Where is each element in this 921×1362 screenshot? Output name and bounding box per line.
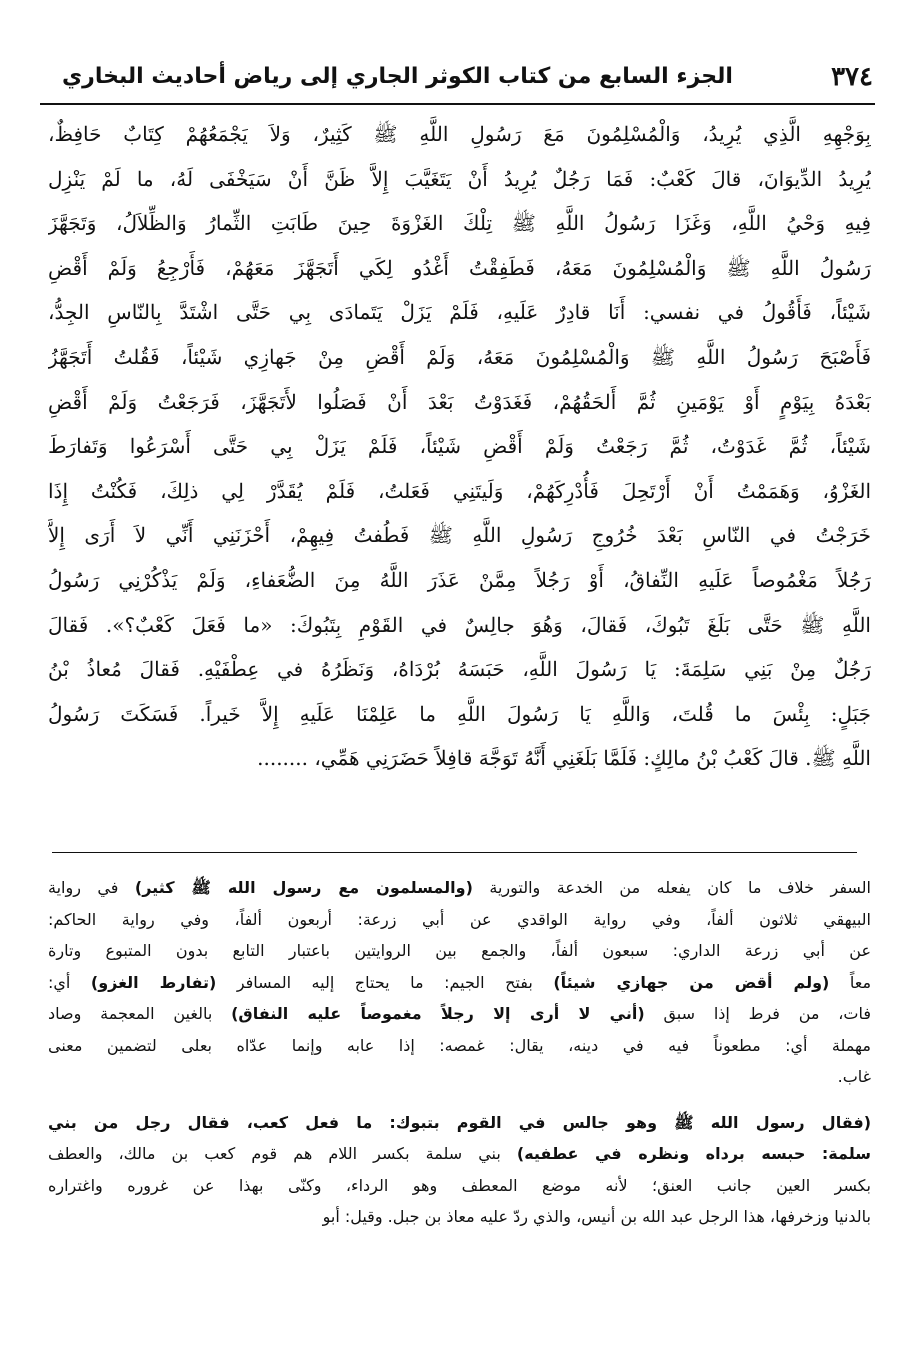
footnote-line — [48, 1170, 871, 1202]
footnote-divider — [52, 852, 857, 853]
footnote-line — [48, 1107, 871, 1139]
page-header — [62, 60, 873, 102]
main-text-line: اللَّهِ ﷺ حَتَّى بَلَغَ تَبُوكَ، فَقالَ، وَهُوَ جالِسٌ في القَوْمِ بِتَبُوكَ: «ما فَعَلَ كَعْبٌ؟». فَقالَ — [48, 612, 871, 637]
footnote-text: البيهقي ثلاثون ألفاً، وفي رواية الواقدي عن أبي زرعة: أربعون ألفاً، وفي رواية الحاكم: — [48, 909, 871, 929]
footnote-line — [48, 872, 871, 904]
main-text-line: شَيْئاً، ثُمَّ غَدَوْتُ، ثُمَّ رَجَعْتُ وَلَمْ أَقْضِ شَيْئاً، فَلَمْ يَزَلْ بِي حَتَّى أَسْرَعُوا وَتَفارَطَ — [48, 434, 871, 459]
footnote-text: معاً — [829, 972, 871, 992]
footnote-text: بالغين المعجمة وصاد — [48, 1004, 232, 1023]
footnotes — [48, 872, 871, 1233]
footnote-paragraph — [48, 872, 871, 1093]
footnote-paragraph-gap — [48, 1093, 871, 1107]
main-text-line: رَجُلٌ مِنْ بَنِي سَلِمَةَ: يَا رَسُولَ اللَّهِ، حَبَسَهُ بُرْدَاهُ، وَنَظَرُهُ في عِطْفَيْهِ. فَقالَ مُعاذُ بْنُ — [48, 657, 871, 682]
footnote-line — [48, 967, 871, 999]
main-text-line: رَجُلاً مَغْمُوصاً عَلَيهِ النِّفاقُ، أَوْ رَجُلاً مِمَّنْ عَذَرَ اللَّهُ مِنَ الضُّعَفاءِ، وَلَمْ يَذْكُرْنِي رَسُولُ — [48, 567, 871, 592]
main-text — [48, 112, 871, 781]
running-title: الجزء السابع من كتاب الكوثر الجاري إلى رياض أحاديث البخاري — [62, 64, 733, 89]
main-text-line: يُرِيدُ الدِّيوَانَ، قالَ كَعْبٌ: فَمَا رَجُلٌ يُرِيدُ أَنْ يَتَغَيَّبَ إِلاَّ ظَنَّ أَنْ سَيَخْفَى لَهُ، ما لَمْ يَنْزِل — [48, 166, 871, 191]
footnote-quoted-text: سلمة: حبسه برداه ونظره في عطفيه) — [516, 1144, 871, 1163]
main-text-line: خَرَجْتُ في النّاسِ بَعْدَ خُرُوجِ رَسُولِ اللَّهِ ﷺ فَطُفتُ فِيهِمْ، أَحْزَنَنِي أَنِّي لاَ أَرَى إِلاَّ — [48, 523, 871, 548]
footnote-line — [48, 998, 871, 1030]
main-text-line: فِيهِ وَحْيُ اللَّهِ، وَغَزَا رَسُولُ اللَّهِ ﷺ تِلْكَ الغَزْوَةَ حِينَ طَابَتِ الثِّمارُ وَالظِّلاَلُ، وَتَجَهَّزَ — [48, 211, 871, 236]
main-text-line: شَيْئاً، فَأَقُولُ في نفسي: أَنَا قادِرٌ عَلَيهِ، فَلَمْ يَزَلْ يَتَمادَى بِي حَتَّى اشْتَدَّ بِالنّاسِ الجِدُّ، — [48, 300, 871, 325]
footnote-line — [48, 1061, 871, 1093]
main-text-line: الغَزْوُ، وَهَمَمْتُ أَنْ أَرْتَحِلَ فَأُدْرِكَهُمْ، وَلَيتَنِي فَعَلتُ، فَلَمْ يُقَدَّرْ لِي ذلِكَ، فَكُنْتُ إِذَا — [48, 478, 871, 503]
main-text-line: بَعْدَهُ بِيَوْمٍ أَوْ يَوْمَينِ ثُمَّ أَلحَقُهُمْ، فَغَدَوْتُ بَعْدَ أَنْ فَصَلُوا لأَتَجَهَّزَ، فَرَجَعْتُ وَلَمْ أَقْضِ — [48, 389, 871, 414]
footnote-line — [48, 1201, 871, 1233]
footnote-quoted-text: (ولم أقض من جهازي شيئاً) — [553, 972, 830, 992]
footnote-text: السفر خلاف ما كان يفعله من الخدعة والتورية — [472, 878, 871, 897]
main-text-line: فَأَصْبَحَ رَسُولُ اللَّهِ ﷺ وَالْمُسْلِمُونَ مَعَهُ، وَلَمْ أَقْضِ مِنْ جَهازِي شَيْئاً، فَقُلتُ أَتَجَهَّزُ — [48, 344, 871, 369]
footnote-text: بني سلمة بكسر اللام هم قوم كعب بن مالك، والعطف — [48, 1144, 517, 1163]
footnote-text: أي: — [48, 972, 91, 992]
footnote-text: في رواية — [48, 878, 135, 897]
page-number: ٣٧٤ — [831, 62, 873, 92]
footnote-line — [48, 1138, 871, 1170]
footnote-line — [48, 935, 871, 967]
footnote-text: بفتح الجيم: ما يحتاج إليه المسافر — [216, 972, 554, 992]
main-text-line: رَسُولُ اللَّهِ ﷺ وَالْمُسْلِمُونَ مَعَهُ، فَطَفِقْتُ أَغْدُو لِكَي أَتَجَهَّزَ مَعَهُمْ، فَأَرْجِعُ وَلَمْ أَقْضِ — [48, 255, 871, 280]
footnote-line — [48, 1030, 871, 1062]
main-text-line: بِوَجْهِهِ الَّذِي يُرِيدُ، وَالْمُسْلِمُونَ مَعَ رَسُولِ اللَّهِ ﷺ كَثِيرٌ، وَلاَ يَجْمَعُهُمْ كِتَابٌ حَافِظٌ، — [48, 122, 871, 146]
footnote-quoted-text: (أني لا أرى إلا رجلاً مغموصاً عليه النفاق) — [231, 1004, 645, 1023]
footnote-quoted-text: (والمسلمون مع رسول الله ﷺ كثير) — [134, 878, 473, 897]
footnote-text: بكسر العين جانب العنق؛ لأنه موضع المعطف وهو الرداء، وكنّى بهذا عن غروره واغتراره — [48, 1175, 871, 1195]
footnote-paragraph — [48, 1107, 871, 1233]
main-text-line: اللَّهِ ﷺ. قالَ كَعْبُ بْنُ مالِكٍ: فَلَمَّا بَلَغَنِي أَنَّهُ تَوَجَّهَ قافِلاً حَضَرَنِي هَمِّي، ........ — [257, 746, 871, 771]
main-text-line: جَبَلٍ: بِئْسَ ما قُلتَ، وَاللَّهِ يَا رَسُولَ اللَّهِ ما عَلِمْنَا عَلَيهِ إِلاَّ خَيراً. فَسَكَتَ رَسُولُ — [48, 701, 871, 726]
footnote-text: غاب. — [837, 1067, 871, 1086]
footnote-line — [48, 904, 871, 936]
header-divider — [40, 103, 875, 105]
footnote-text: عن أبي زرعة الداري: سبعون ألفاً، والجمع بين الروايتين باعتبار التابع بدون المتبوع وتارة — [48, 941, 871, 960]
footnote-text: بالدنيا وزخرفها، هذا الرجل عبد الله بن أنيس، والذي ردّ عليه معاذ بن جبل. وقيل: أبو — [322, 1207, 871, 1226]
footnote-text: مهملة أي: مطعوناً فيه في دينه، يقال: غمصه: إذا عابه وإنما عدّاه بعلى لتضمين معنى — [48, 1035, 871, 1055]
footnote-quoted-text: (فقال رسول الله ﷺ وهو جالس في القوم بتبوك: ما فعل كعب، فقال رجل من بني — [48, 1112, 871, 1132]
footnote-text: فات، من فرط إذا سبق — [644, 1004, 871, 1023]
footnote-quoted-text: (تفارط الغزو) — [90, 972, 217, 992]
